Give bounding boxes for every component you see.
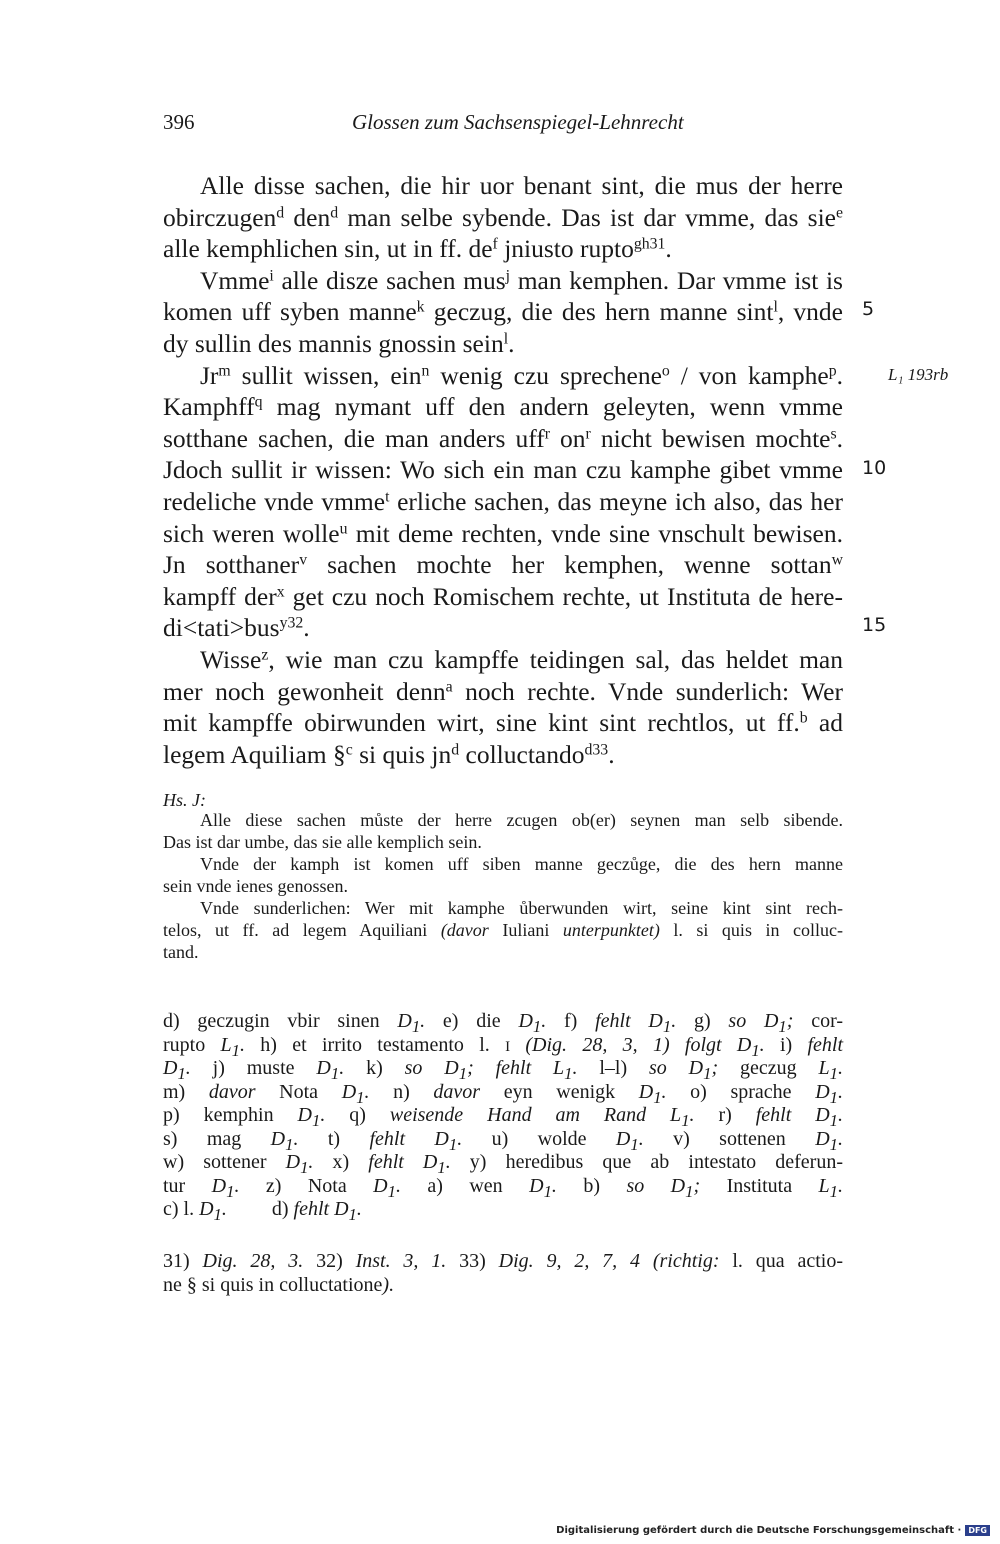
apparatus-line: m) davor Nota $D_1$. n) davor eyn wenigk $D_1$. o) sprache $D_1$. xyxy=(163,1080,843,1107)
hs-line: Vnde sunderlichen: Wer mit kamphe ůberwunden wirt, seine kint sint rech- xyxy=(200,898,843,918)
line-number-5: 5 xyxy=(862,298,875,320)
apparatus-line: w) sottener $D_1$. x) fehlt $D_1$. y) heredibus que ab intestato deferun- xyxy=(163,1151,843,1177)
line-number-15: 15 xyxy=(862,614,887,636)
text-line: di<tati>bus$^{y32}$. xyxy=(163,613,310,643)
credit-text: Digitalisierung gefördert durch die Deutsche Forschungsgemeinschaft · xyxy=(556,1525,962,1536)
hs-line: telos, ut ff. ad legem Aquiliani (davor Iuliani unterpunktet) l. si quis in colluc- xyxy=(163,920,843,940)
text-line: mit kampffe obirwunden wirt, sine kint sint rechtlos, ut ff.$^b$ ad xyxy=(163,708,843,738)
text-line: Jr$^m$ sullit wissen, ein$^n$ wenig czu sprechene$^o$ / von kamphe$^p$. xyxy=(200,360,843,390)
text-line: sotthane sachen, die man anders uff$^r$ $on^r$ nicht bewisen mochte$^s$. xyxy=(163,423,843,453)
text-line: Jn sotthaner$^v$ sachen mochte her kemphen, wenne sottan$^w$ xyxy=(163,550,843,580)
hs-line: Vnde der kamph ist komen uff siben manne geczůge, die des hern manne xyxy=(200,854,843,874)
apparatus xyxy=(163,1010,843,1222)
running-title: Glossen zum Sachsenspiegel-Lehnrecht xyxy=(352,110,684,134)
hs-line: sein vnde ienes genossen. xyxy=(163,876,348,896)
text-line: legem Aquiliam §$^c$ si quis $jn^d$ colluctando$^{d33}$. xyxy=(163,739,615,769)
apparatus-line: p) kemphin $D_1$. q) weisende Hand am Rand $L_1$. r) fehlt $D_1$. xyxy=(163,1104,843,1130)
text-line: sich weren wolle$^u$ mit deme rechten, vnde sine vnschult bewisen. xyxy=(163,518,844,548)
apparatus-line: c) l. $D_1$. d) fehlt $D_1$. xyxy=(163,1198,362,1224)
hs-label: Hs. J: xyxy=(163,790,206,810)
text-line: redeliche vnde vmme$^t$ erliche sachen, das meyne ich also, das her xyxy=(163,486,843,516)
footnote-line: ne § si quis in colluctatione). xyxy=(163,1273,395,1296)
page-number: 396 xyxy=(163,110,195,134)
text-line: komen uff syben manne$^k$ geczug, die des hern manne sint$^l$, vnde xyxy=(163,297,843,327)
footnote-line: 31) Dig. 28, 3. 32) Inst. 3, 1. 33) Dig. 9, 2, 7, 4 (richtig: l. qua actio- xyxy=(163,1250,844,1272)
hs-line: Alle diese sachen můste der herre zcugen ob(er) seynen man selb sibende. xyxy=(200,810,843,830)
text-line: Kamphff$^q$ mag nymant uff den andern geleyten, wenn vmme xyxy=(163,392,843,422)
text-line: Alle disse sachen, die hir uor benant sint, die mus der herre xyxy=(200,171,843,200)
text-line: kampff der$^x$ get czu noch Romischem rechte, ut Instituta de here- xyxy=(163,581,843,611)
dfg-logo-icon: DFG xyxy=(965,1525,990,1536)
hs-text xyxy=(163,809,843,963)
text-line: dy sullin des mannis gnossin sein$^l$. xyxy=(163,328,515,358)
apparatus-line: s) mag $D_1$. t) fehlt $D_1$. u) wolde $D_1$. v) sottenen $D_1$. xyxy=(163,1127,843,1154)
apparatus-line: rupto $L_1$. h) et irrito testamento l. I (Dig. 28, 3, 1) folgt $D_1$. i) fehlt xyxy=(163,1033,844,1060)
apparatus-line: $D_1$. j) muste $D_1$. k) so $D_1$; fehlt $L_1$. l–l) so $D_1$; geczug $L_1$. xyxy=(163,1057,843,1083)
digitization-credit xyxy=(556,1525,990,1536)
line-number-10: 10 xyxy=(862,457,887,479)
footnotes xyxy=(163,1250,843,1297)
text-line: Vmme$^i$ alle disze sachen mus$^j$ man kemphen. Dar vmme ist is xyxy=(200,265,843,295)
hs-line: tand. xyxy=(163,942,199,962)
text-line: Wisse$^z$, wie man czu kampffe teidingen sal, das heldet man xyxy=(200,644,843,674)
margin-note: L₁ 193rb xyxy=(888,365,949,384)
text-line: alle kemphlichen sin, ut in ff. $de^f$ jniusto rupto$^{gh31}$. xyxy=(163,234,672,264)
hs-line: Das ist dar umbe, das sie alle kemplich sein. xyxy=(163,832,482,852)
apparatus-line: tur $D_1$. z) Nota $D_1$. a) wen $D_1$. b) so $D_1$; Instituta $L_1$. xyxy=(163,1174,843,1201)
text-line: Jdoch sullit ir wissen: Wo sich ein man czu kamphe gibet vmme xyxy=(163,455,843,485)
text-line: obirczugen$^d$ den$^d$ man selbe sybende. Das ist dar vmme, das sie$^e$ xyxy=(163,202,843,232)
apparatus-line: d) geczugin vbir sinen $D_1$. e) die $D_1$. f) fehlt $D_1$. g) so $D_1$; cor- xyxy=(163,1010,843,1036)
text-line: mer noch gewonheit denn$^a$ noch rechte. Vnde sunderlich: Wer xyxy=(163,676,843,706)
main-text xyxy=(163,170,843,770)
